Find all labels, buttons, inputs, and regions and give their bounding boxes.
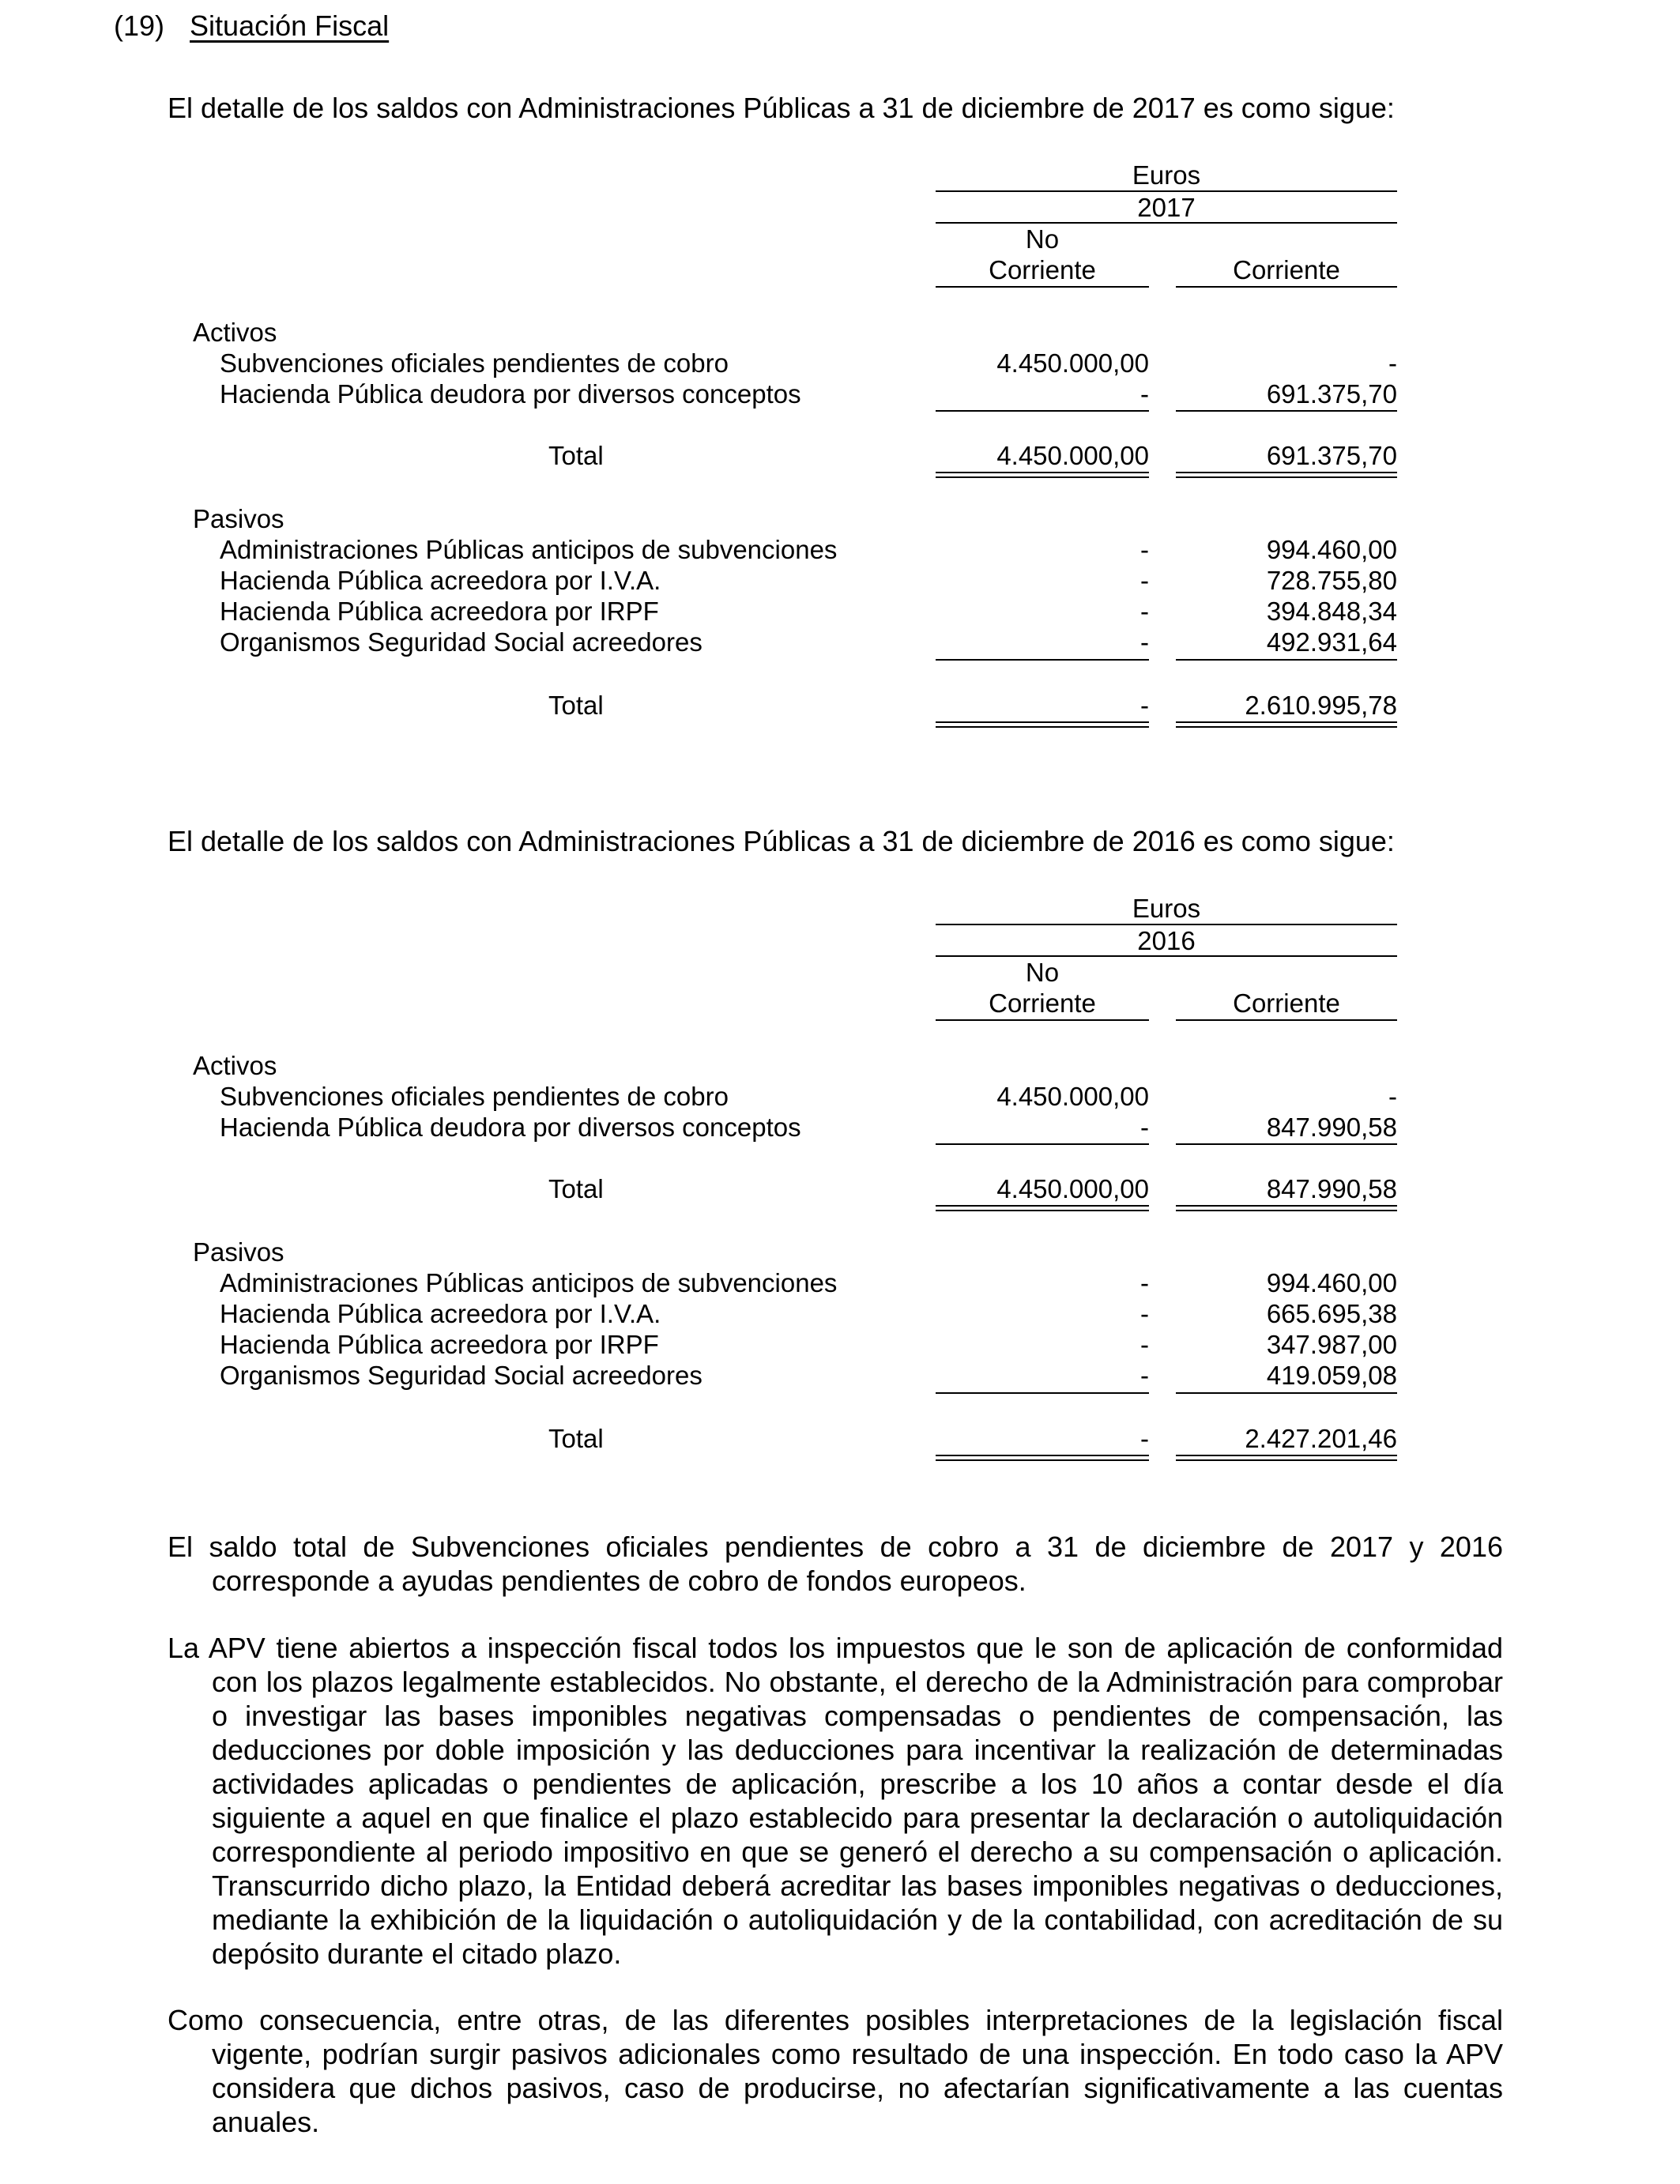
section-title: Situación Fiscal [190,9,390,42]
header-rule [1176,1019,1397,1021]
row-corriente: 665.695,38 [1266,1299,1397,1328]
col-corriente: Corriente [1233,988,1340,1018]
col-no-corriente-line2: Corriente [989,255,1096,284]
header-rule [936,190,1397,192]
row-label: Hacienda Pública deudora por diversos conceptos [220,379,801,409]
col-no-corriente-line2: Corriente [989,988,1096,1018]
row-corriente: 847.990,58 [1266,1113,1397,1142]
row-no-corriente: - [1140,1299,1149,1328]
row-label: Administraciones Públicas anticipos de subvenciones [220,535,838,564]
total-corriente: 691.375,70 [1266,441,1397,470]
total-double-rule [1176,472,1397,478]
header-rule [936,924,1397,925]
activos-label: Activos [193,1051,277,1080]
row-corriente: 691.375,70 [1266,379,1397,409]
total-double-rule [1176,721,1397,728]
total-label: Total [548,1424,604,1453]
row-label: Administraciones Públicas anticipos de subvenciones [220,1268,838,1297]
row-label: Hacienda Pública deudora por diversos conceptos [220,1113,801,1142]
row-no-corriente: - [1140,379,1149,409]
row-corriente: - [1388,1082,1397,1111]
subtotal-rule [1176,1143,1397,1145]
row-label: Hacienda Pública acreedora por IRPF [220,1330,659,1359]
pasivos-label: Pasivos [193,1237,284,1267]
year-header: 2016 [1137,926,1196,955]
header-rule [936,1019,1149,1021]
row-label: Organismos Seguridad Social acreedores [220,1361,703,1390]
header-rule [936,955,1397,957]
table-intro-2017: El detalle de los saldos con Administraciones Públicas a 31 de diciembre de 2017 es como sigue: [168,92,1395,124]
paragraph-subvenciones: El saldo total de Subvenciones oficiales pendientes de cobro a 31 de diciembre de 2017 y 2016 corresponde a ayudas pendientes de cobro de fondos europeos. [168,1531,1503,1597]
row-no-corriente: - [1140,1330,1149,1359]
total-double-rule [936,721,1149,728]
row-no-corriente: - [1140,1361,1149,1390]
row-label: Hacienda Pública acreedora por I.V.A. [220,1299,661,1328]
row-label: Subvenciones oficiales pendientes de cobro [220,348,729,378]
row-label: Hacienda Pública acreedora por I.V.A. [220,566,661,595]
currency-header: Euros [1132,160,1201,190]
row-corriente: 728.755,80 [1266,566,1397,595]
header-rule [936,222,1397,224]
section-number: (19) [114,9,165,42]
row-no-corriente: - [1140,1268,1149,1297]
row-corriente: 394.848,34 [1266,597,1397,626]
total-double-rule [1176,1455,1397,1461]
row-label: Hacienda Pública acreedora por IRPF [220,597,659,626]
activos-label: Activos [193,318,277,347]
total-double-rule [1176,1205,1397,1211]
col-no-corriente-line1: No [1025,224,1060,254]
row-label: Organismos Seguridad Social acreedores [220,627,703,657]
total-corriente: 2.610.995,78 [1245,691,1397,720]
col-no-corriente-line1: No [1025,958,1060,987]
subtotal-rule [936,1143,1149,1145]
subtotal-rule [936,659,1149,661]
row-corriente: 419.059,08 [1266,1361,1397,1390]
total-label: Total [548,691,604,720]
subtotal-rule [1176,659,1397,661]
pasivos-label: Pasivos [193,504,284,533]
header-rule [1176,286,1397,288]
subtotal-rule [936,1392,1149,1394]
total-label: Total [548,441,604,470]
subtotal-rule [936,410,1149,412]
total-no-corriente: - [1140,1424,1149,1453]
total-no-corriente: 4.450.000,00 [996,1174,1149,1203]
total-double-rule [936,1455,1149,1461]
currency-header: Euros [1132,894,1201,923]
row-no-corriente: - [1140,627,1149,657]
row-corriente: 347.987,00 [1266,1330,1397,1359]
total-double-rule [936,1205,1149,1211]
paragraph-consecuencia: Como consecuencia, entre otras, de las diferentes posibles interpretaciones de la legislación fiscal vigente, podrían surgir pasivos adicionales como resultado de una inspección. En todo caso la APV considera que dichos pasivos, caso de producirse, no afectarían significativamente a las cuentas anuales. [168,2004,1503,2138]
header-rule [936,286,1149,288]
section-heading [114,9,389,43]
subtotal-rule [1176,1392,1397,1394]
total-no-corriente: - [1140,691,1149,720]
row-no-corriente: 4.450.000,00 [996,348,1149,378]
subtotal-rule [1176,410,1397,412]
paragraph-inspeccion: La APV tiene abiertos a inspección fiscal todos los impuestos que le son de aplicación de conformidad con los plazos legalmente establecidos. No obstante, el derecho de la Administración para comprobar o investigar las bases imponibles negativas compensadas o pendientes de compensación, las deducciones por doble imposición y las deducciones para incentivar la realización de determinadas actividades aplicadas o pendientes de aplicación, prescribe a los 10 años a contar desde el día siguiente a aquel en que finalice el plazo establecido para presentar la declaración o autoliquidación correspondiente al periodo impositivo en que se generó el derecho a su compensación o aplicación. Transcurrido dicho plazo, la Entidad deberá acreditar las bases imponibles negativas o deducciones, mediante la exhibición de la liquidación o autoliquidación y de la contabilidad, con acreditación de su depósito durante el citado plazo. [168,1632,1503,1970]
year-header: 2017 [1137,193,1196,222]
row-no-corriente: - [1140,535,1149,564]
row-no-corriente: - [1140,1113,1149,1142]
row-no-corriente: - [1140,597,1149,626]
row-no-corriente: 4.450.000,00 [996,1082,1149,1111]
total-corriente: 847.990,58 [1266,1174,1397,1203]
row-corriente: 994.460,00 [1266,1268,1397,1297]
row-corriente: - [1388,348,1397,378]
row-corriente: 994.460,00 [1266,535,1397,564]
total-double-rule [936,472,1149,478]
row-label: Subvenciones oficiales pendientes de cobro [220,1082,729,1111]
col-corriente: Corriente [1233,255,1340,284]
total-label: Total [548,1174,604,1203]
table-intro-2016: El detalle de los saldos con Administraciones Públicas a 31 de diciembre de 2016 es como sigue: [168,825,1395,857]
row-no-corriente: - [1140,566,1149,595]
total-no-corriente: 4.450.000,00 [996,441,1149,470]
row-corriente: 492.931,64 [1266,627,1397,657]
total-corriente: 2.427.201,46 [1245,1424,1397,1453]
